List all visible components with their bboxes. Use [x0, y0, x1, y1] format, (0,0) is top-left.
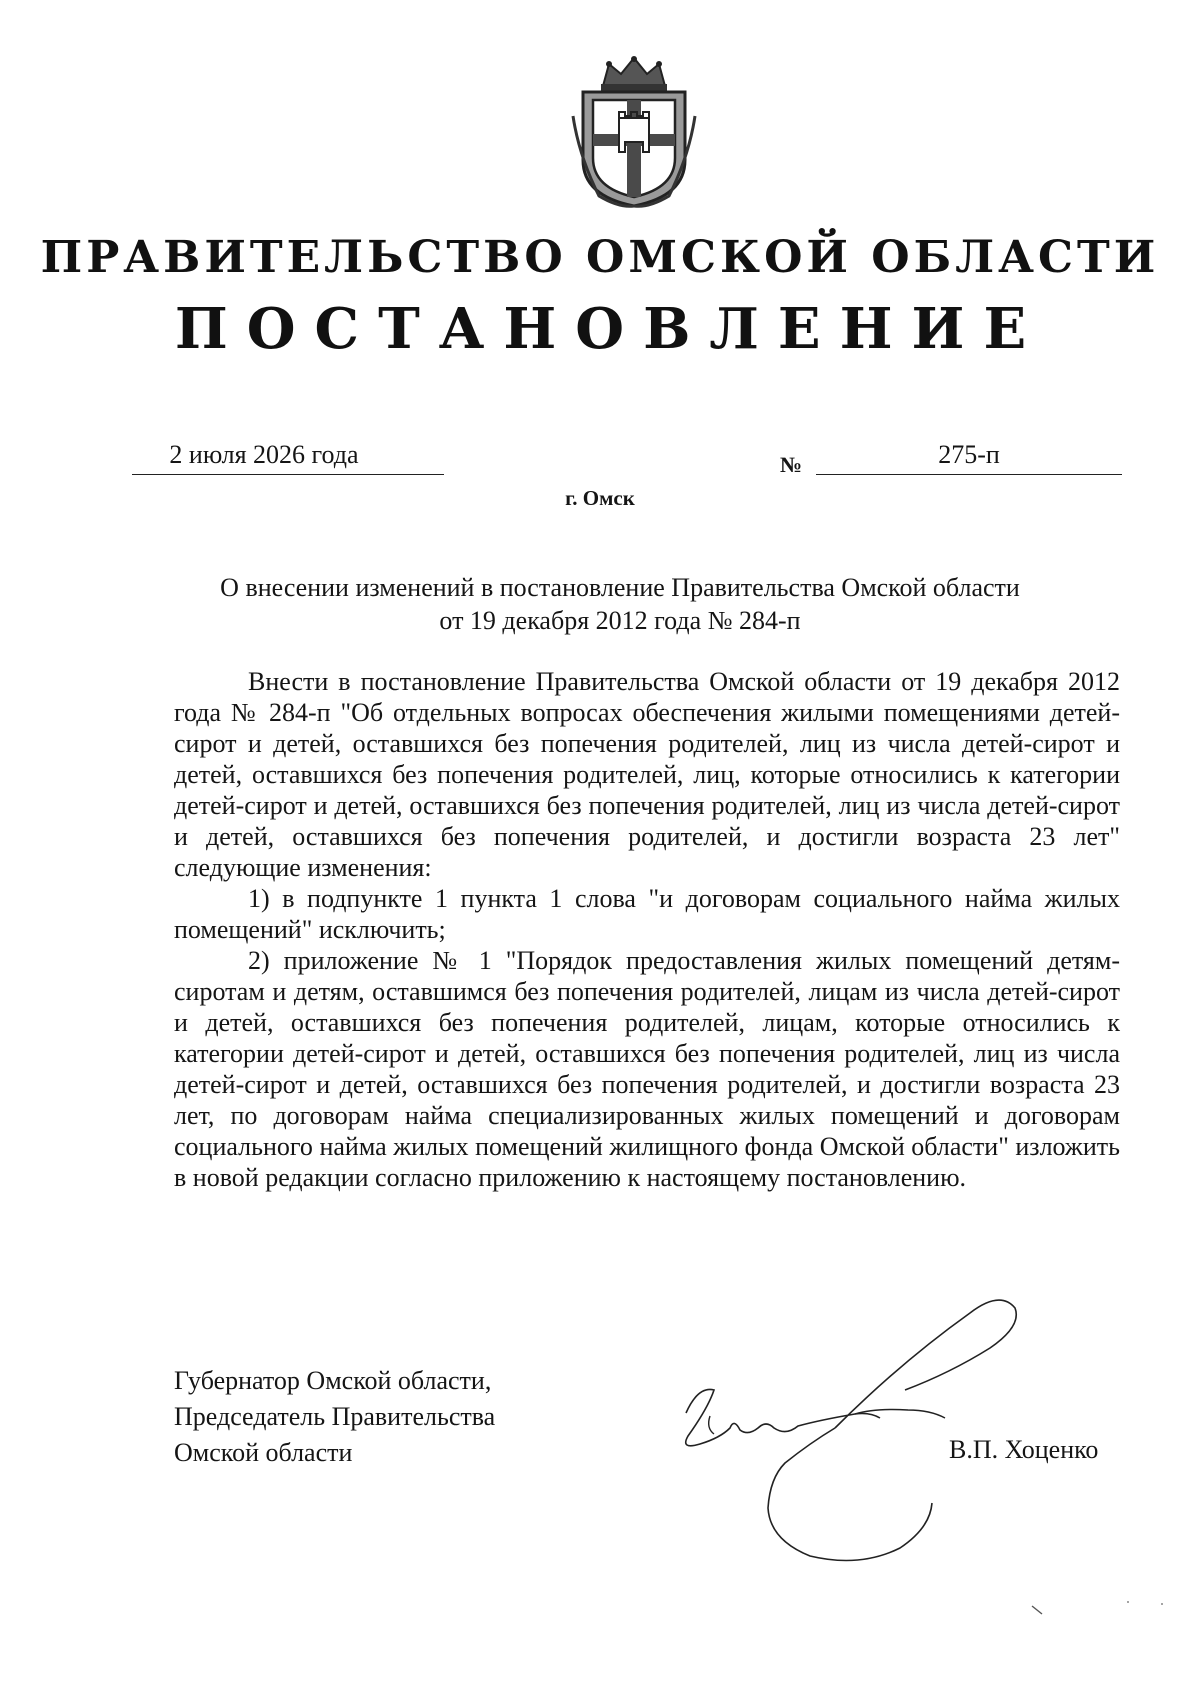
- signer-position-line: Губернатор Омской области,: [174, 1366, 492, 1395]
- city-label: г. Омск: [565, 486, 635, 510]
- subject-line-1: О внесении изменений в постановление Правительства Омской области: [220, 573, 1020, 602]
- body-paragraph: 2) приложение № 1 "Порядок предоставления жилых помещений детям-сиротам и детям, оставшимся без попечения родителей, лицам из числа детей-сирот и детей, оставшихся без попечения родителей, лицам, которые относились к категории детей-сирот и детей, оставшихся без попечения родителей, лиц из числа детей-сирот и детей, оставшихся без попечения родителей, и достигли возраста 23 лет, по договорам найма специализированных жилых помещений и договорам социального найма жилых помещений жилищного фонда Омской области" изложить в новой редакции согласно приложению к настоящему постановлению.: [174, 946, 1120, 1192]
- body-paragraph: 1) в подпункте 1 пункта 1 слова "и договорам социального найма жилых помещений" исключить;: [174, 884, 1120, 944]
- number-sign: №: [780, 452, 803, 477]
- handwritten-signature: [670, 1268, 1090, 1568]
- document-type-heading: ПОСТАНОВЛЕНИЕ: [174, 296, 1046, 362]
- signer-position: [174, 1363, 495, 1471]
- signer-position-line: Председатель Правительства: [174, 1402, 496, 1431]
- coat-of-arms-icon: [569, 56, 699, 208]
- document-subject: [120, 571, 1120, 637]
- body-paragraph: Внести в постановление Правительства Омской области от 19 декабря 2012 года № 284-п "Об отдельных вопросах обеспечения жилыми помещениями детей-сирот и детей, оставшихся без попечения родителей, лиц из числа детей-сирот и детей, оставшихся без попечения родителей, лиц, которые относились к категории детей-сирот и детей, оставшихся без попечения родителей, лиц из числа детей-сирот и детей, оставшихся без попечения родителей, и достигли возраста 23 лет" следующие изменения:: [174, 667, 1120, 882]
- document-date-field: [132, 440, 444, 475]
- scan-marks: [1030, 1600, 1200, 1697]
- document-date: 2 июля 2026 года: [169, 440, 359, 469]
- signer-position-line: Омской области: [174, 1438, 353, 1467]
- signer-name: В.П. Хоценко: [949, 1435, 1099, 1464]
- organization-title: ПРАВИТЕЛЬСТВО ОМСКОЙ ОБЛАСТИ: [40, 232, 1160, 283]
- subject-line-2: от 19 декабря 2012 года № 284-п: [439, 606, 801, 635]
- document-number: 275-п: [816, 440, 1122, 475]
- document-body: [174, 666, 1120, 1193]
